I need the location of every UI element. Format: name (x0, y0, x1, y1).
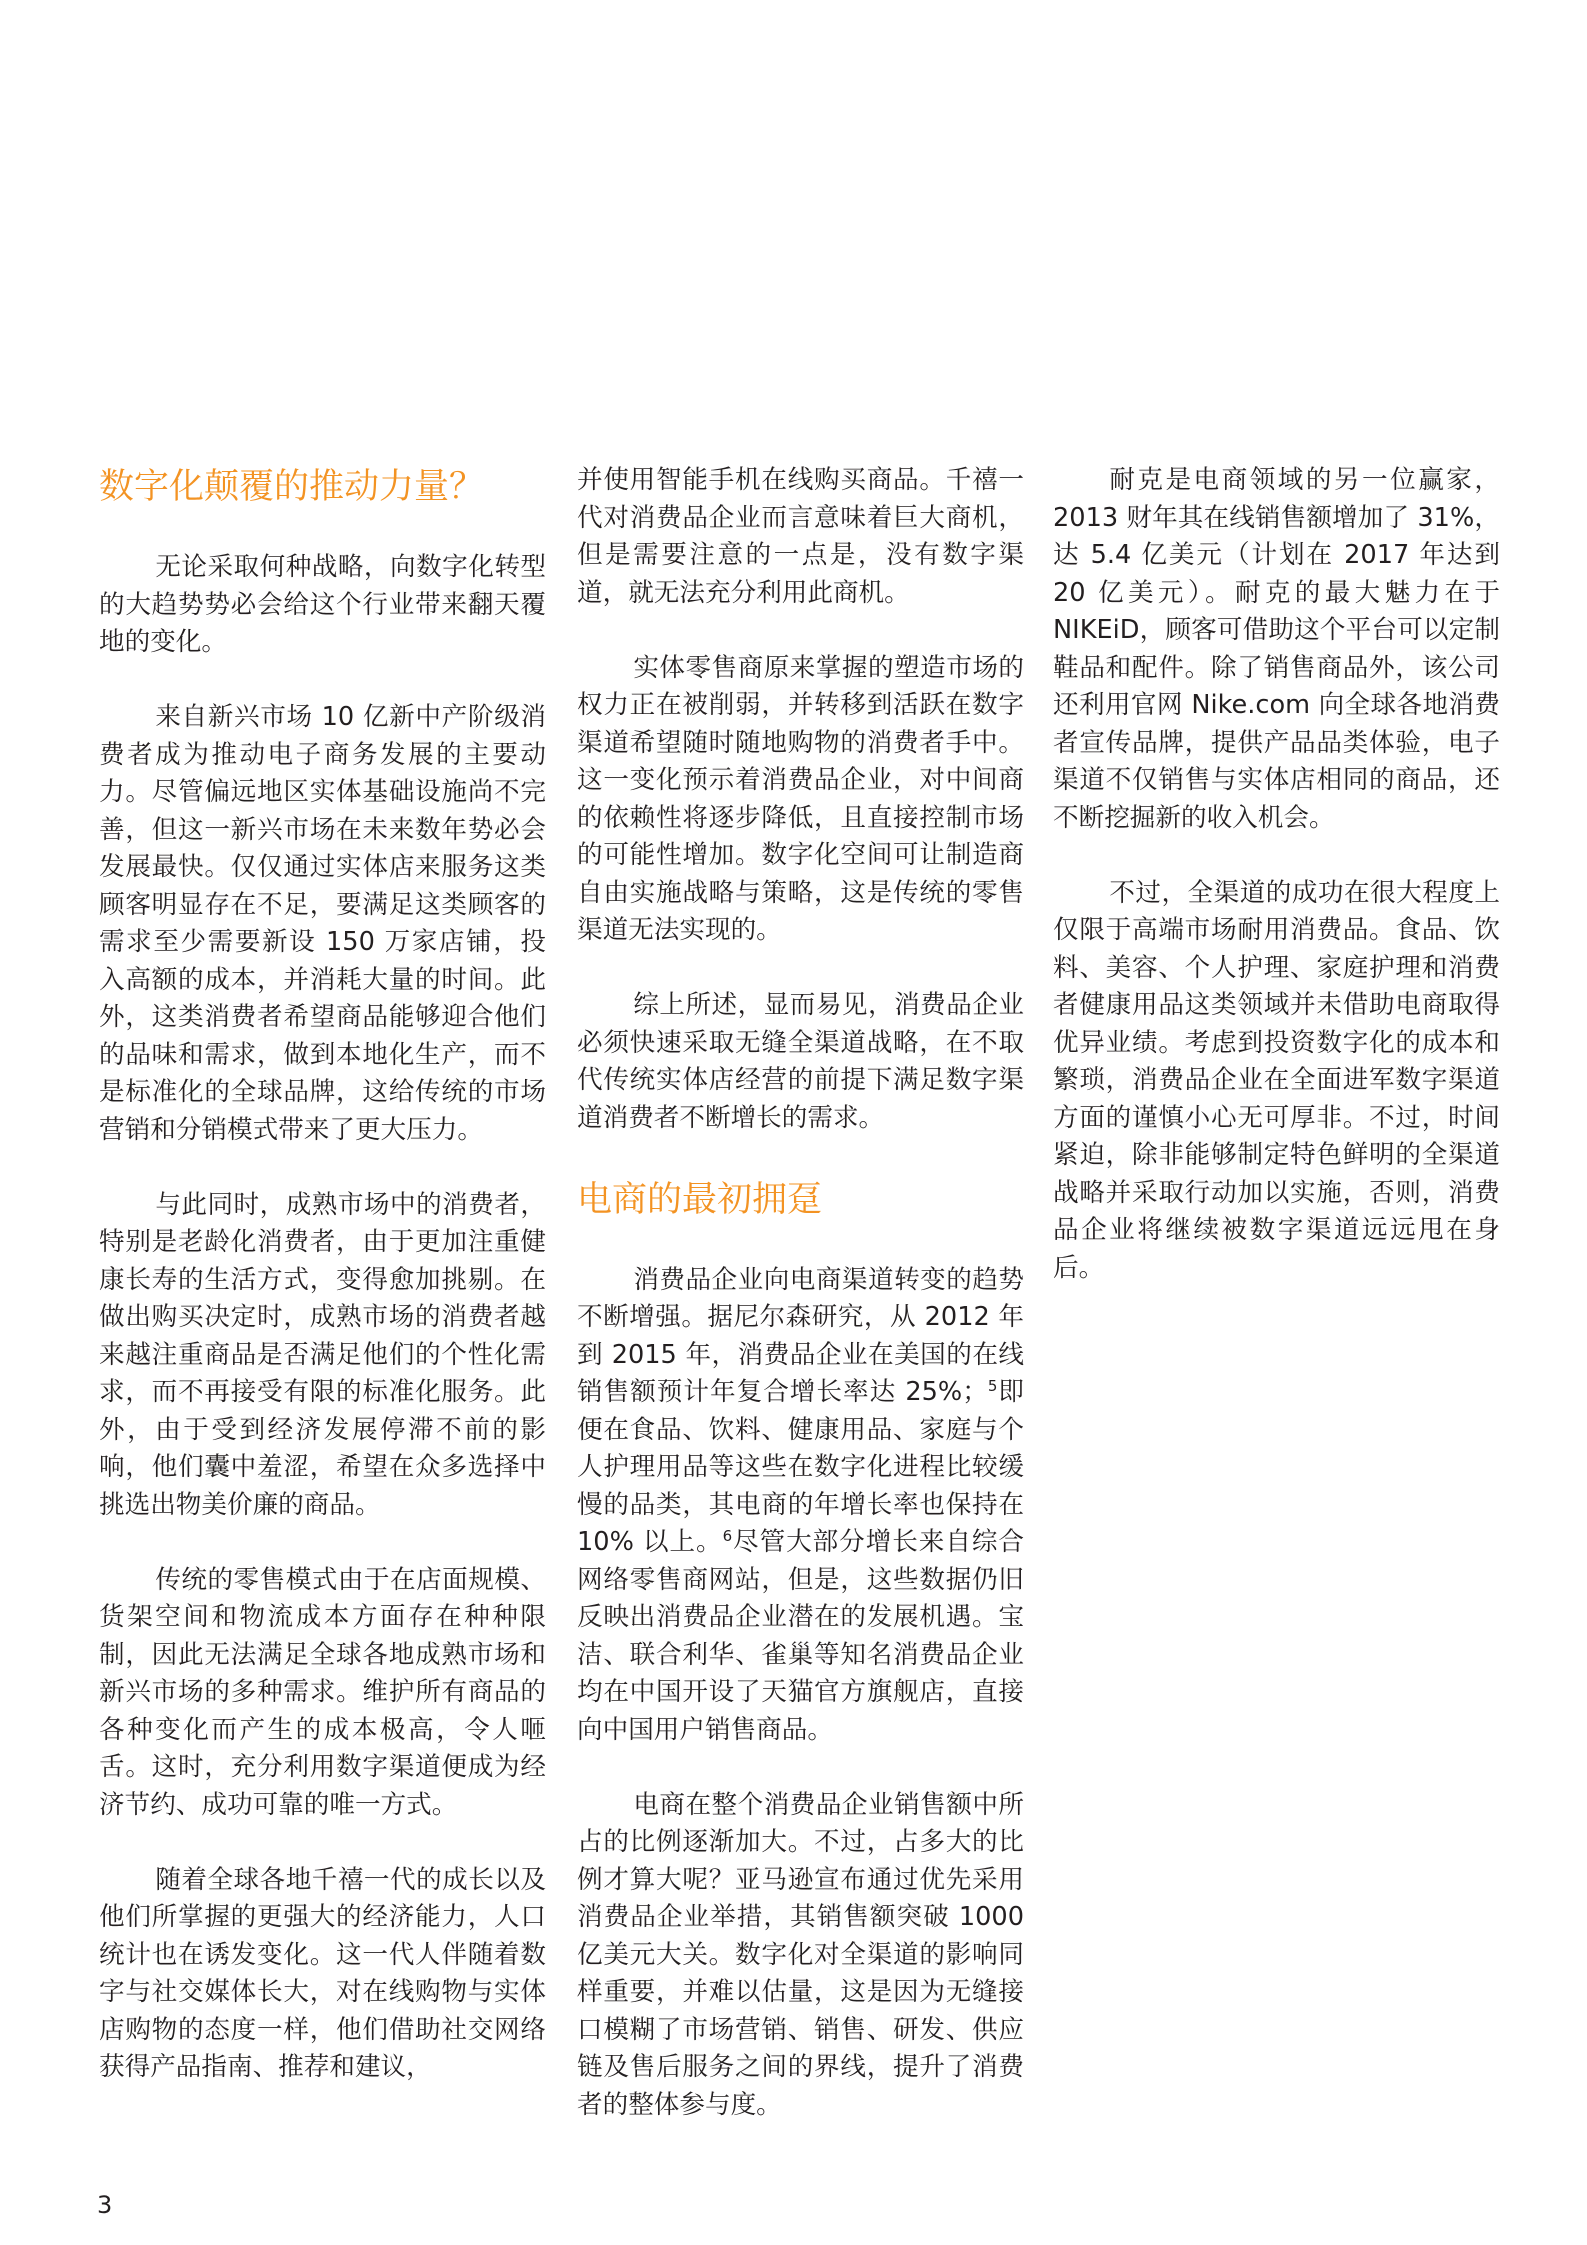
paragraph: 耐克是电商领域的另一位赢家，2013 财年其在线销售额增加了 31%，达 5.4 亿美元（计划在 2017 年达到 20 亿美元）。耐克的最大魅力在于 NIKEiD，顾客可借助这个平台可以定制鞋品和配件。除了销售商品外，该公司还利用官网 Nike.com 向全球各地消费者宣传品牌，提供产品品类体验，电子渠道不仅销售与实体店相同的商品，还不断挖掘新的收入机会。 (1053, 465, 1500, 833)
paragraph-text: 消费品企业向电商渠道转变的趋势不断增强。据尼尔森研究，从 2012 年到 2015 年，消费品企业在美国的在线销售额预计年复合增长率达 25%； (577, 1264, 1024, 1407)
footnote-ref: 5 (987, 1377, 998, 1395)
paragraph: 与此同时，成熟市场中的消费者，特别是老龄化消费者，由于更加注重健康长寿的生活方式，变得愈加挑剔。在做出购买决定时，成熟市场的消费者越来越注重商品是否满足他们的个性化需求，而不再接受有限的标准化服务。此外，由于受到经济发展停滞不前的影响，他们囊中羞涩，希望在众多选择中挑选出物美价廉的商品。 (99, 1189, 546, 1520)
paragraph: 来自新兴市场 10 亿新中产阶级消费者成为推动电子商务发展的主要动力。尽管偏远地区实体基础设施尚不完善，但这一新兴市场在未来数年势必会发展最快。仅仅通过实体店来服务这类顾客明显存在不足，要满足这类顾客的需求至少需要新设 150 万家店铺，投入高额的成本，并消耗大量的时间。此外，这类消费者希望商品能够迎合他们的品味和需求，做到本地化生产，而不是标准化的全球品牌，这给传统的市场营销和分销模式带来了更大压力。 (99, 702, 546, 1145)
section-heading-digital-disruption: 数字化颠覆的推动力量？ (99, 467, 485, 507)
paragraph (577, 1262, 1024, 1750)
paragraph: 并使用智能手机在线购买商品。千禧一代对消费品企业而言意味着巨大商机，但是需要注意的一点是，没有数字渠道，就无法充分利用此商机。 (577, 465, 1024, 608)
page-number: 3 (97, 2191, 113, 2219)
paragraph: 随着全球各地千禧一代的成长以及他们所掌握的更强大的经济能力，人口统计也在诱发变化。这一代人伴随着数字与社交媒体长大，对在线购物与实体店购物的态度一样，他们借助社交网络获得产品指南、推荐和建议， (99, 1864, 546, 2082)
paragraph: 综上所述，显而易见，消费品企业必须快速采取无缝全渠道战略，在不取代传统实体店经营的前提下满足数字渠道消费者不断增长的需求。 (577, 990, 1024, 1133)
column-2 (577, 462, 1024, 2162)
footnote-ref: 6 (722, 1527, 733, 1545)
paragraph: 不过，全渠道的成功在很大程度上仅限于高端市场耐用消费品。食品、饮料、美容、个人护理、家庭护理和消费者健康用品这类领域并未借助电商取得优异业绩。考虑到投资数字化的成本和繁琐，消费品企业在全面进军数字渠道方面的谨慎小心无可厚非。不过，时间紧迫，除非能够制定特色鲜明的全渠道战略并采取行动加以实施，否则，消费品企业将继续被数字渠道远远甩在身后。 (1053, 877, 1500, 1283)
section-heading-early-adopters: 电商的最初拥趸 (577, 1179, 823, 1220)
paragraph-text: 尽管大部分增长来自综合网络零售商网站，但是，这些数据仍旧反映出消费品企业潜在的发展机遇。宝洁、联合利华、雀巢等知名消费品企业均在中国开设了天猫官方旗舰店，直接向中国用户销售商品。 (577, 1527, 1024, 1745)
paragraph: 电商在整个消费品企业销售额中所占的比例逐渐加大。不过，占多大的比例才算大呢？亚马逊宣布通过优先采用消费品企业举措，其销售额突破 1000 亿美元大关。数字化对全渠道的影响同样重要，并难以估量，这是因为无缝接口模糊了市场营销、销售、研发、供应链及售后服务之间的界线，提升了消费者的整体参与度。 (577, 1789, 1024, 2120)
column-1 (99, 462, 546, 2124)
paragraph: 实体零售商原来掌握的塑造市场的权力正在被削弱，并转移到活跃在数字渠道希望随时随地购物的消费者手中。这一变化预示着消费品企业，对中间商的依赖性将逐步降低，且直接控制市场的可能性增加。数字化空间可让制造商自由实施战略与策略，这是传统的零售渠道无法实现的。 (577, 652, 1024, 945)
paragraph: 无论采取何种战略，向数字化转型的大趋势势必会给这个行业带来翻天覆地的变化。 (99, 552, 546, 657)
paragraph: 传统的零售模式由于在店面规模、货架空间和物流成本方面存在种种限制，因此无法满足全球各地成熟市场和新兴市场的多种需求。维护所有商品的各种变化而产生的成本极高，令人咂舌。这时，充分利用数字渠道便成为经济节约、成功可靠的唯一方式。 (99, 1564, 546, 1820)
paragraph-text: 即便在食品、饮料、健康用品、家庭与个人护理用品等这些在数字化进程比较缓慢的品类，其电商的年增长率也保持在 10% 以上。 (577, 1377, 1024, 1557)
column-3 (1053, 462, 1500, 1325)
